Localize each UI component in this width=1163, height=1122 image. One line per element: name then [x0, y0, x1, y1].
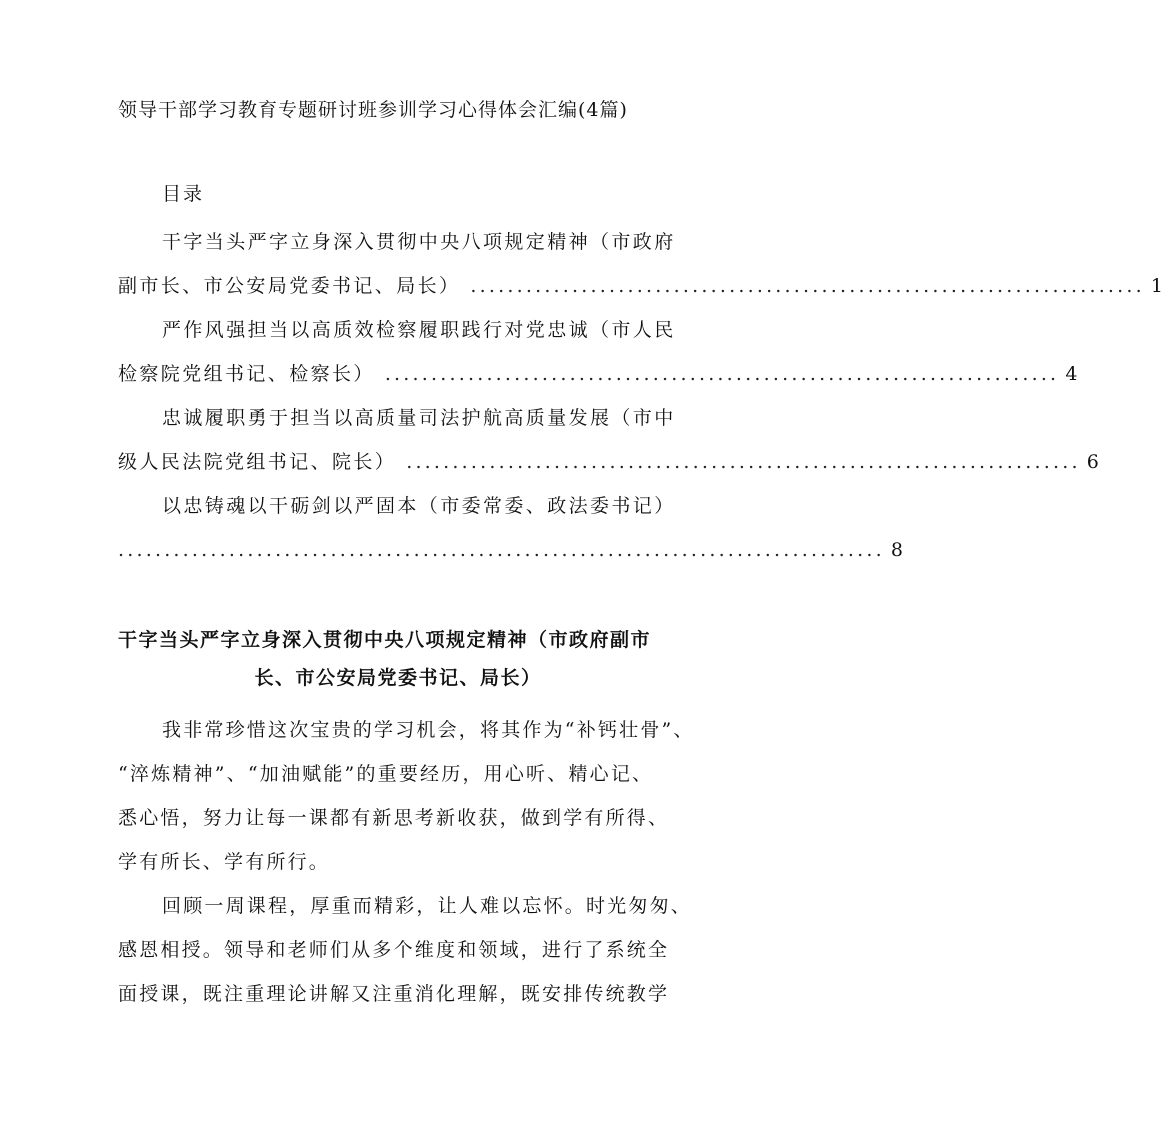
- toc-entry-title-line2: 副市长、市公安局党委书记、局长）: [118, 275, 461, 297]
- paragraph-line: 学有所长、学有所行。: [118, 851, 331, 873]
- table-of-contents: [118, 220, 1163, 572]
- paragraph: [118, 708, 695, 884]
- paragraph-line: 面授课，既注重理论讲解又注重消化理解，既安排传统教学: [118, 983, 670, 1005]
- section-heading-line2: 长、市公安局党委书记、局长）: [254, 667, 542, 689]
- toc-page-number: 4: [1065, 363, 1078, 385]
- toc-entry-title-line2: 级人民法院党组书记、院长）: [118, 451, 397, 473]
- paragraph-line: 悉心悟，努力让每一课都有新思考新收获，做到学有所得、: [118, 807, 670, 829]
- document-title: 领导干部学习教育专题研讨班参训学习心得体会汇编(4篇): [118, 99, 628, 121]
- paragraph-line: 我非常珍惜这次宝贵的学习机会，将其作为“补钙壮骨”、: [162, 719, 695, 741]
- toc-entry-title-line1: 以忠铸魂以干砺剑以严固本（市委常委、政法委书记）: [162, 495, 676, 517]
- toc-page-number: 8: [890, 539, 903, 561]
- toc-dot-leader: .........................................................................: [470, 275, 1145, 297]
- toc-entry-title-line1: 忠诚履职勇于担当以高质量司法护航高质量发展（市中: [162, 407, 676, 429]
- paragraph: [118, 884, 693, 1016]
- toc-page-number: 1: [1150, 275, 1163, 297]
- toc-entry[interactable]: [118, 308, 1078, 396]
- toc-entry-title-line2: 检察院党组书记、检察长）: [118, 363, 375, 385]
- toc-entry[interactable]: [118, 396, 1099, 484]
- body-text: [118, 708, 695, 1016]
- toc-dot-leader: .........................................................................: [406, 451, 1081, 473]
- section-heading-line1: 干字当头严字立身深入贯彻中央八项规定精神（市政府副市: [118, 629, 652, 651]
- paragraph-line: “淬炼精神”、“加油赋能”的重要经历，用心听、精心记、: [118, 763, 654, 785]
- paragraph-line: 回顾一周课程，厚重而精彩，让人难以忘怀。时光匆匆、: [162, 895, 693, 917]
- toc-heading: 目录: [162, 183, 205, 205]
- paragraph-line: 感恩相授。领导和老师们从多个维度和领域，进行了系统全: [118, 939, 670, 961]
- toc-dot-leader: ...................................................................................: [118, 539, 885, 561]
- section-heading: [118, 621, 678, 697]
- toc-entry[interactable]: [118, 220, 1163, 308]
- toc-entry-title-line1: 严作风强担当以高质效检察履职践行对党忠诚（市人民: [162, 319, 676, 341]
- toc-entry-title-line1: 干字当头严字立身深入贯彻中央八项规定精神（市政府: [162, 231, 676, 253]
- toc-entry[interactable]: [118, 484, 903, 572]
- toc-dot-leader: .........................................................................: [384, 363, 1060, 385]
- toc-page-number: 6: [1086, 451, 1099, 473]
